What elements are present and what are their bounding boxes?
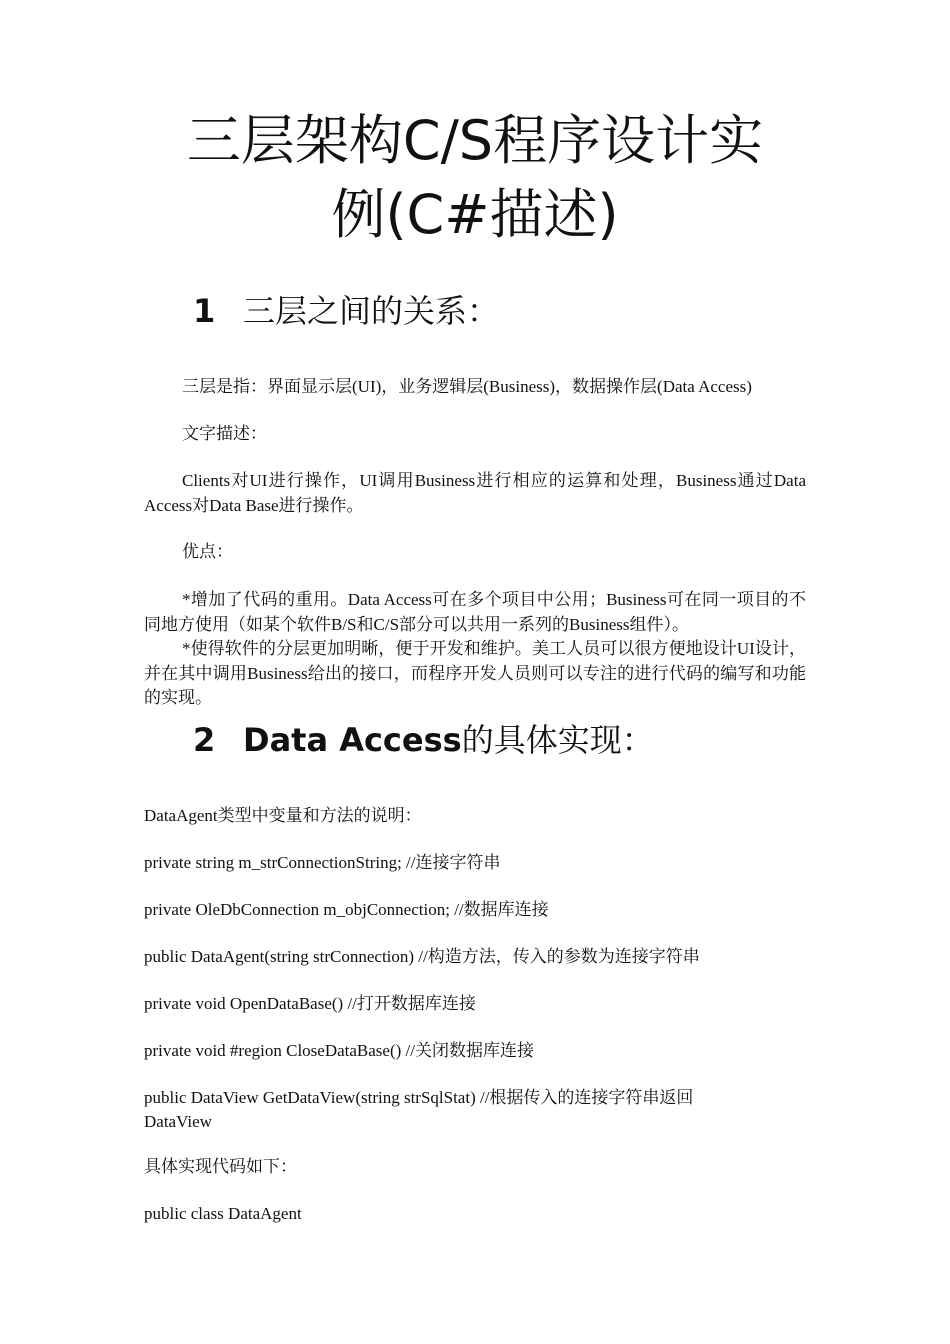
section-1-paragraph: Clients对UI进行操作，UI调用Business进行相应的运算和处理，Business通过Data Access对Data Base进行操作。	[144, 471, 806, 515]
section-2-line: 具体实现代码如下：	[144, 1157, 297, 1176]
section-1-heading	[193, 291, 499, 331]
section-1-heading-text: 三层之间的关系：	[243, 292, 500, 330]
section-2-line: public class DataAgent	[144, 1204, 302, 1223]
section-1-paragraph: 文字描述：	[182, 424, 267, 443]
section-1-paragraph: *使得软件的分层更加明晰，便于开发和维护。美工人员可以很方便地设计UI设计，并在其中调用Business给出的接口，而程序开发人员则可以专注的进行代码的编写和功能的实现。	[144, 639, 806, 707]
section-2-heading-en: Data Access	[243, 721, 462, 759]
section-1-paragraph: 三层是指：界面显示层(UI)，业务逻辑层(Business)，数据操作层(Data Access)	[182, 377, 752, 396]
section-2-line: DataView	[144, 1112, 212, 1131]
section-1-paragraph: *增加了代码的重用。Data Access可在多个项目中公用；Business可在同一项目的不同地方使用（如某个软件B/S和C/S部分可以共用一系列的Business组件）。	[144, 590, 806, 634]
section-2-line: private string m_strConnectionString; //连接字符串	[144, 853, 501, 872]
section-2-line: private OleDbConnection m_objConnection; //数据库连接	[144, 900, 549, 919]
document-title	[100, 104, 850, 252]
title-line-2: 例(C#描述)	[331, 183, 619, 246]
section-2-heading	[193, 720, 654, 760]
section-2-line: private void OpenDataBase() //打开数据库连接	[144, 994, 476, 1013]
title-line-1: 三层架构C/S程序设计实	[186, 109, 764, 172]
section-2-heading-cn: 的具体实现：	[461, 721, 654, 759]
section-2-number: 2	[193, 721, 216, 759]
section-2-line: DataAgent类型中变量和方法的说明：	[144, 806, 422, 825]
section-2-line: public DataView GetDataView(string strSqlStat) //根据传入的连接字符串返回	[144, 1088, 694, 1107]
section-2-line: private void #region CloseDataBase() //关闭数据库连接	[144, 1041, 534, 1060]
section-1-paragraph: 优点：	[182, 542, 233, 561]
section-1-number: 1	[193, 292, 216, 330]
section-2-line: public DataAgent(string strConnection) //构造方法，传入的参数为连接字符串	[144, 947, 700, 966]
